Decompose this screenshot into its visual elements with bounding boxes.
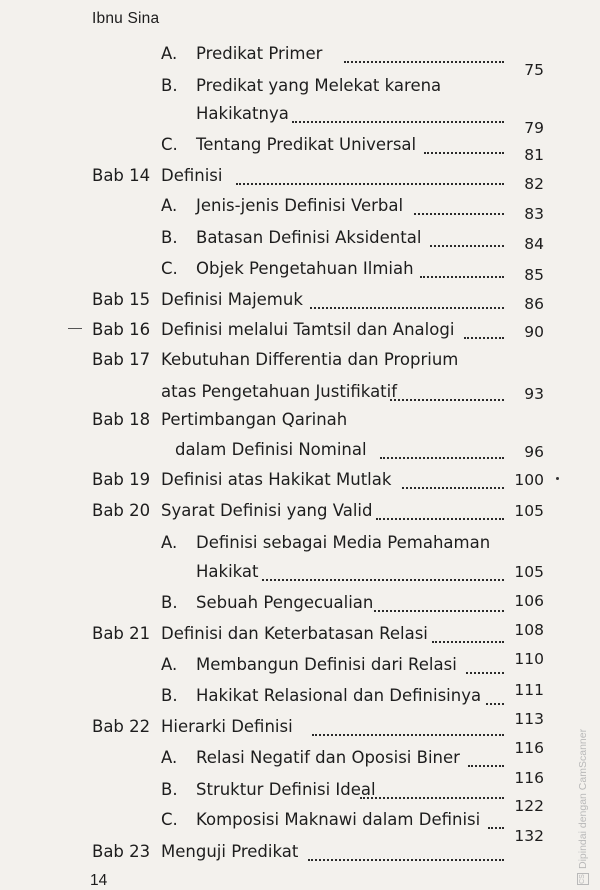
toc-entry: [0, 591, 600, 615]
toc-entry-title: Batasan Definisi Aksidental: [196, 228, 422, 247]
toc-chapter-number: Bab 17: [92, 350, 151, 369]
toc-leader-dots: [424, 142, 504, 154]
toc-entry-letter: A.: [161, 748, 178, 767]
toc-entry-letter: C.: [161, 135, 178, 154]
toc-entry-title: Objek Pengetahuan Ilmiah: [196, 259, 414, 278]
toc-entry: [0, 318, 600, 342]
toc-chapter-number: Bab 15: [92, 290, 151, 309]
toc-entry: [0, 681, 600, 708]
toc-leader-dots: [360, 787, 504, 799]
toc-entry: [0, 468, 600, 492]
toc-entry-title: dalam Definisi Nominal: [175, 440, 367, 459]
toc-entry-page: 122: [514, 797, 544, 815]
toc-entry: [0, 438, 600, 462]
toc-entry-title: Jenis-jenis Definisi Verbal: [196, 196, 404, 215]
toc-leader-dots: [466, 662, 504, 674]
toc-entry-page: 100: [514, 471, 544, 489]
toc-leader-dots: [374, 600, 504, 612]
toc-entry-page: 86: [524, 295, 544, 313]
toc-entry: [0, 797, 600, 832]
toc-entry-page: 75: [524, 61, 544, 79]
toc-entry: [0, 226, 600, 253]
toc-leader-dots: [310, 297, 504, 309]
toc-entry: [0, 348, 600, 372]
toc-entry-letter: B.: [161, 593, 178, 612]
toc-entry-page: 110: [514, 650, 544, 668]
toc-entry-title: Pertimbangan Qarinah: [161, 410, 348, 429]
running-head: Ibnu Sina: [92, 10, 160, 27]
toc-leader-dots: [390, 389, 504, 401]
toc-entry-page: 106: [514, 592, 544, 610]
toc-chapter-number: Bab 18: [92, 410, 151, 429]
toc-entry-title: Definisi melalui Tamtsil dan Analogi: [161, 320, 455, 339]
toc-entry-title: Predikat yang Melekat karena: [196, 76, 442, 95]
toc-entry-letter: B.: [161, 686, 178, 705]
toc-entry-title: Komposisi Maknawi dalam Definisi: [196, 810, 481, 829]
toc-entry-page: 84: [524, 235, 544, 253]
toc-leader-dots: [292, 111, 504, 123]
toc-entry-title: Kebutuhan Differentia dan Proprium: [161, 350, 459, 369]
toc-leader-dots: [308, 849, 504, 861]
toc-entry-title: Struktur Definisi Ideal: [196, 780, 376, 799]
toc-entry-page: 90: [524, 323, 544, 341]
toc-entry: [0, 133, 600, 164]
toc-entry-page: 132: [514, 827, 544, 845]
toc-entry-letter: A.: [161, 44, 178, 63]
toc-entry-title: Definisi: [161, 166, 223, 185]
page-number: 14: [90, 872, 108, 889]
toc-entry-letter: B.: [161, 228, 178, 247]
toc-entry: [0, 499, 600, 523]
toc-entry-title: Sebuah Pengecualian: [196, 593, 374, 612]
toc-leader-dots: [488, 817, 504, 829]
toc-entry-page: 111: [514, 681, 544, 699]
scanner-watermark: [577, 720, 593, 885]
toc-entry: [0, 380, 600, 404]
toc-leader-dots: [402, 477, 504, 489]
toc-entry-page: 83: [524, 205, 544, 223]
toc-chapter-number: Bab 16: [92, 320, 151, 339]
toc-entry: [0, 531, 600, 555]
toc-entry-title: Definisi dan Keterbatasan Relasi: [161, 624, 428, 643]
toc-entry-page: 85: [524, 266, 544, 284]
toc-entry: [0, 194, 600, 223]
toc-entry: [0, 622, 600, 646]
toc-leader-dots: [344, 51, 504, 63]
toc-entry: [0, 560, 600, 584]
toc-leader-dots: [262, 569, 504, 581]
toc-entry-letter: A.: [161, 533, 178, 552]
ink-speck: [556, 477, 559, 480]
toc-entry-page: 116: [514, 769, 544, 787]
toc-entry: [0, 288, 600, 312]
toc-entry: [0, 739, 600, 770]
toc-entry-page: 116: [514, 739, 544, 757]
toc-entry-title: Membangun Definisi dari Relasi: [196, 655, 457, 674]
toc-entry-page: 79: [524, 119, 544, 137]
toc-entry-page: 105: [514, 563, 544, 581]
toc-entry-letter: B.: [161, 780, 178, 799]
toc-entry-title: Predikat Primer: [196, 44, 323, 63]
scanner-watermark-text: Dipindai dengan CamScanner: [577, 728, 589, 869]
toc-entry-title: Definisi atas Hakikat Mutlak: [161, 470, 392, 489]
toc-entry-letter: C.: [161, 810, 178, 829]
toc-entry-letter: C.: [161, 259, 178, 278]
toc-entry-title: Syarat Definisi yang Valid: [161, 501, 373, 520]
toc-leader-dots: [486, 693, 504, 705]
camscanner-icon: CS: [577, 873, 589, 885]
toc-leader-dots: [432, 631, 504, 643]
toc-entry-title: Menguji Predikat: [161, 842, 299, 861]
toc-entry-page: 82: [524, 175, 544, 193]
toc-entry-letter: A.: [161, 196, 178, 215]
toc-leader-dots: [464, 327, 504, 339]
toc-chapter-number: Bab 20: [92, 501, 151, 520]
toc-leader-dots: [468, 755, 504, 767]
toc-entry: [0, 164, 600, 193]
toc-entry-title: atas Pengetahuan Justifikatif: [161, 382, 398, 401]
toc-entry-title: Definisi sebagai Media Pemahaman: [196, 533, 491, 552]
toc-chapter-number: Bab 23: [92, 842, 151, 861]
toc-entry-title: Definisi Majemuk: [161, 290, 303, 309]
toc-entry-page: 96: [524, 443, 544, 461]
toc-entry: [0, 102, 600, 137]
toc-entry: [0, 257, 600, 284]
toc-leader-dots: [430, 235, 504, 247]
toc-entry-letter: B.: [161, 76, 178, 95]
toc-entry: [0, 650, 600, 677]
toc-entry: [0, 827, 600, 864]
toc-chapter-number: Bab 21: [92, 624, 151, 643]
toc-leader-dots: [414, 203, 504, 215]
toc-leader-dots: [420, 266, 504, 278]
toc-entry: [0, 42, 600, 79]
toc-entry-title: Hakikat Relasional dan Definisinya: [196, 686, 482, 705]
toc-leader-dots: [376, 508, 504, 520]
toc-entry-title: Hakikat: [196, 562, 259, 581]
toc-entry-page: 105: [514, 502, 544, 520]
toc-entry: [0, 710, 600, 739]
toc-entry: [0, 769, 600, 802]
toc-entry-title: Hakikatnya: [196, 104, 289, 123]
toc-entry-page: 113: [514, 710, 544, 728]
toc-entry-letter: A.: [161, 655, 178, 674]
toc-entry-title: Hierarki Definisi: [161, 717, 293, 736]
toc-entry-title: Relasi Negatif dan Oposisi Biner: [196, 748, 460, 767]
toc-entry-page: 93: [524, 385, 544, 403]
toc-entry-page: 108: [514, 621, 544, 639]
toc-entry: [0, 408, 600, 432]
toc-chapter-number: Bab 22: [92, 717, 151, 736]
toc-leader-dots: [380, 447, 504, 459]
toc-entry-title: Tentang Predikat Universal: [196, 135, 417, 154]
toc-entry-page: 81: [524, 146, 544, 164]
toc-leader-dots: [236, 173, 504, 185]
toc-leader-dots: [312, 724, 504, 736]
margin-mark: [68, 328, 82, 329]
toc-entry: [0, 74, 600, 98]
toc-chapter-number: Bab 14: [92, 166, 151, 185]
toc-chapter-number: Bab 19: [92, 470, 151, 489]
